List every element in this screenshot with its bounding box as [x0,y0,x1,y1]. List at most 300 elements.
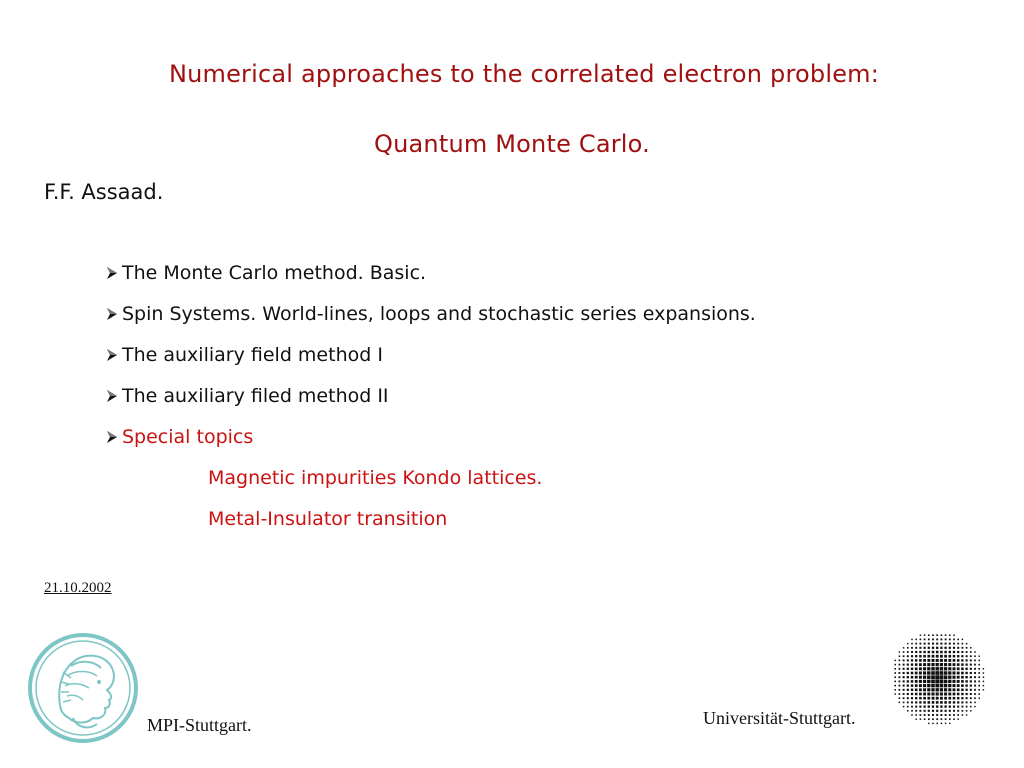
logo-dot [911,655,913,657]
logo-dot [936,659,939,662]
logo-dot [970,689,972,691]
logo-dot [949,639,951,641]
logo-dot [940,680,944,684]
logo-dot [903,702,905,704]
logo-dot [924,647,926,649]
logo-dot [907,710,909,712]
logo-dot [894,693,895,694]
logo-dot [927,684,930,687]
logo-dot [941,718,943,720]
logo-dot [932,697,935,700]
logo-dot [932,655,935,658]
logo-dot [974,672,976,674]
logo-dot [952,671,955,674]
logo-dot [940,714,942,716]
logo-dot [966,710,968,712]
logo-dot [903,706,905,708]
logo-dot [903,655,905,657]
logo-dot [932,659,935,662]
logo-dot [940,688,943,691]
logo-dot [928,701,931,704]
logo-dot [903,689,905,691]
logo-dot [907,664,909,666]
logo-dot [953,634,954,635]
logo-dot [919,647,921,649]
logo-dot [919,676,922,679]
logo-dot [927,655,930,658]
logo-dot [965,684,967,686]
logo-dot [962,639,963,640]
logo-dot [936,723,937,724]
logo-dot [899,668,901,670]
logo-dot [944,705,946,707]
logo-dot [919,672,922,675]
logo-dot [911,710,913,712]
logo-dot [907,680,909,682]
logo-dot [907,701,909,703]
logo-dot [941,634,943,636]
logo-dot [978,668,980,670]
logo-dot [978,697,979,698]
logo-dot [962,643,964,645]
logo-dot [953,655,956,658]
logo-dot [907,659,909,661]
logo-dot [907,689,909,691]
logo-dot [928,705,930,707]
logo-dot [923,705,925,707]
logo-dot [957,718,958,719]
logo-dot [923,659,926,662]
logo-dot [894,685,896,687]
logo-dot [911,693,913,695]
logo-dot [983,685,984,686]
logo-dot [919,680,922,683]
logo-dot [953,651,955,653]
logo-dot [927,671,930,674]
logo-dot [953,693,956,696]
logo-dot [927,659,930,662]
logo-dot [899,651,900,652]
logo-dot [915,643,917,645]
logo-dot [953,659,956,662]
logo-dot [961,651,963,653]
logo-dot [957,672,960,675]
arrow-bullet-icon [105,429,119,445]
logo-dot [923,671,926,674]
slide-date: 21.10.2002 [44,580,112,596]
logo-dot [949,634,951,636]
logo-dot [920,634,921,635]
logo-dot [928,647,930,649]
logo-dot [903,647,904,648]
logo-dot [923,676,926,679]
arrow-bullet-icon [105,306,119,322]
logo-dot [966,697,968,699]
logo-dot [957,697,959,699]
logo-dot [919,697,922,700]
logo-dot [915,706,917,708]
logo-dot [961,655,963,657]
logo-dot [953,714,955,716]
logo-dot [915,659,917,661]
logo-dot [919,643,921,645]
logo-dot [961,680,964,683]
logo-dot [957,639,959,641]
logo-dot [903,668,905,670]
logo-dot [949,701,952,704]
logo-dot [936,651,939,654]
logo-dot [953,706,955,708]
logo-dot [903,680,905,682]
logo-dot [978,681,980,683]
logo-dot [949,723,950,724]
logo-dot [899,697,901,699]
logo-dot [935,684,939,688]
logo-dot [966,647,968,649]
logo-dot [924,710,926,712]
logo-dot [940,675,944,679]
logo-dot [957,676,960,679]
logo-dot [923,701,925,703]
logo-dot [948,697,951,700]
logo-dot [936,688,939,691]
logo-dot [978,676,980,678]
logo-dot [983,689,984,690]
logo-dot [919,655,921,657]
logo-dot [899,660,901,662]
logo-dot [966,651,968,653]
slide-title: Numerical approaches to the correlated electron problem: [168,60,880,88]
logo-dot [957,651,959,653]
logo-dot [940,684,944,688]
logo-dot [948,684,951,687]
logo-dot [945,634,947,636]
logo-dot [923,684,926,687]
logo-dot [957,706,959,708]
logo-dot [923,688,926,691]
logo-dot [907,706,909,708]
logo-dot [907,655,909,657]
logo-dot [903,693,905,695]
logo-dot [920,714,922,716]
logo-dot [949,705,951,707]
logo-dot [927,693,930,696]
logo-dot [948,676,951,679]
logo-dot [940,663,943,666]
logo-dot [919,684,922,687]
logo-dot [931,688,934,691]
logo-dot [957,655,959,657]
logo-dot [936,655,939,658]
logo-dot [961,701,963,703]
logo-dot [894,681,896,683]
logo-dot [953,697,956,700]
logo-dot [932,705,934,707]
logo-dot [970,685,972,687]
logo-dot [940,651,943,654]
logo-dot [961,676,964,679]
logo-dot [940,705,942,707]
logo-dot [935,675,939,679]
logo-dot [935,667,938,670]
arrow-bullet-icon [105,265,119,281]
logo-dot [952,680,955,683]
logo-dot [907,693,909,695]
logo-dot [935,680,939,684]
logo-dot [894,672,896,674]
logo-dot [957,701,959,703]
logo-dot [957,714,959,716]
logo-dot [903,676,905,678]
logo-dot [965,672,967,674]
logo-dot [974,668,976,670]
logo-dot [923,680,926,683]
logo-dot [932,710,934,712]
logo-dot [944,697,947,700]
logo-dot [970,702,972,704]
logo-dot [936,697,939,700]
logo-dot [915,697,917,699]
logo-dot [957,647,959,649]
logo-dot [915,647,917,649]
footer-mpi-label: MPI-Stuttgart. [147,715,252,735]
logo-dot [911,668,913,670]
sub-item: Magnetic impurities Kondo lattices. [208,467,543,489]
logo-dot [944,667,947,670]
bullet-item [105,262,426,284]
logo-dot [962,714,964,716]
logo-dot [940,638,942,640]
logo-dot [936,692,939,695]
logo-dot [907,651,909,653]
logo-dot [970,693,972,695]
logo-dot [919,663,922,666]
logo-dot [961,659,963,661]
logo-dot [894,660,895,661]
logo-dot [911,706,913,708]
logo-dot [932,718,934,720]
logo-dot [949,643,951,645]
logo-dot [944,671,948,675]
logo-dot [965,689,967,691]
logo-dot [911,684,914,687]
logo-dot [907,676,909,678]
author-name: F.F. Assaad. [44,180,164,204]
logo-dot [928,714,930,716]
logo-dot [970,706,972,708]
logo-dot [903,651,905,653]
logo-dot [919,667,922,670]
logo-dot [953,701,955,703]
logo-dot [903,685,905,687]
logo-dot [983,672,984,673]
logo-dot [903,672,905,674]
logo-dot [903,664,905,666]
logo-dot [932,647,934,649]
logo-dot [978,689,980,691]
logo-dot [932,651,935,654]
logo-dot [966,701,968,703]
logo-dot [899,693,901,695]
logo-dot [915,667,918,670]
logo-dot [915,655,917,657]
logo-dot [953,639,955,641]
logo-dot [940,655,943,658]
logo-dot [931,675,935,679]
logo-dot [957,680,960,683]
logo-dot [936,663,939,666]
logo-dot [924,634,926,636]
logo-dot [944,655,947,658]
logo-dot [936,643,938,645]
logo-dot [919,701,921,703]
logo-dot [944,684,947,687]
logo-dot [911,672,914,675]
logo-dot [966,693,968,695]
logo-dot [948,655,951,658]
logo-dot [970,710,971,711]
logo-dot [965,680,967,682]
logo-dot [974,680,976,682]
bullet-text: The auxiliary field method I [122,344,383,366]
logo-dot [936,710,938,712]
logo-dot [948,667,951,670]
logo-dot [911,647,913,649]
logo-dot [957,663,960,666]
logo-dot [961,684,964,687]
logo-dot [923,651,925,653]
logo-dot [961,672,964,675]
bullet-text: The Monte Carlo method. Basic. [122,262,427,284]
logo-dot [920,718,922,720]
logo-dot [928,651,930,653]
logo-dot [978,655,979,656]
logo-dot [978,685,980,687]
logo-dot [974,689,976,691]
logo-dot [927,675,930,678]
logo-dot [952,684,955,687]
logo-dot [928,639,930,641]
logo-dot [948,680,951,683]
arrow-bullet-icon [105,347,119,363]
logo-dot [932,714,934,716]
logo-dot [924,714,926,716]
logo-dot [949,647,951,649]
logo-dot [961,663,963,665]
logo-dot [894,664,896,666]
logo-dot [915,639,917,641]
logo-dot [932,643,934,645]
logo-dot [903,697,905,699]
logo-dot [899,664,901,666]
logo-dot [931,663,934,666]
bullet-text: Special topics [122,426,254,448]
logo-dot [944,651,947,654]
logo-dot [957,688,960,691]
logo-dot [940,667,943,670]
logo-dot [974,702,976,704]
logo-dot [927,680,930,683]
logo-dot [927,667,930,670]
logo-dot [931,667,934,670]
logo-dot [945,710,947,712]
logo-dot [948,693,951,696]
logo-dot [944,647,946,649]
university-dot-pattern-icon [888,628,988,728]
logo-dot [923,663,926,666]
logo-dot [953,667,956,670]
logo-dot [962,710,964,712]
logo-dot [965,668,967,670]
logo-dot [928,643,930,645]
logo-dot [961,647,963,649]
logo-dot [894,676,896,678]
logo-dot [907,684,909,686]
logo-dot [911,697,913,699]
logo-dot [974,660,976,662]
logo-dot [911,689,913,691]
minerva-seal-icon [27,632,139,744]
logo-dot [970,680,972,682]
logo-dot [944,675,948,679]
logo-dot [928,710,930,712]
logo-dot [961,668,964,671]
logo-dot [983,668,984,669]
logo-dot [970,672,972,674]
logo-dot [915,663,918,666]
logo-dot [919,693,922,696]
logo-dot [945,718,947,720]
logo-dot [931,684,935,688]
bullet-text: The auxiliary filed method II [122,385,389,407]
logo-dot [931,680,935,684]
logo-dot [974,651,976,653]
logo-dot [966,655,968,657]
logo-dot [903,659,905,661]
logo-dot [983,681,984,682]
logo-dot [966,706,968,708]
logo-dot [915,714,917,716]
logo-dot [928,634,930,636]
logo-dot [898,680,900,682]
logo-dot [924,718,926,720]
logo-dot [940,697,943,700]
logo-dot [894,689,896,691]
logo-dot [923,693,926,696]
logo-dot [915,710,917,712]
logo-dot [949,710,951,712]
logo-dot [974,655,976,657]
logo-dot [940,710,942,712]
logo-dot [907,647,909,649]
logo-dot [911,639,912,640]
logo-dot [957,659,960,662]
logo-dot [911,680,914,683]
logo-dot [928,718,930,720]
logo-dot [911,659,913,661]
logo-dot [948,671,951,674]
logo-dot [974,706,975,707]
footer-university-label: Universität-Stuttgart. [703,708,856,728]
logo-dot [978,660,980,662]
logo-dot [919,710,921,712]
logo-dot [957,710,959,712]
logo-dot [940,647,942,649]
logo-dot [974,676,976,678]
logo-dot [920,639,922,641]
logo-dot [911,663,913,665]
logo-dot [965,663,967,665]
